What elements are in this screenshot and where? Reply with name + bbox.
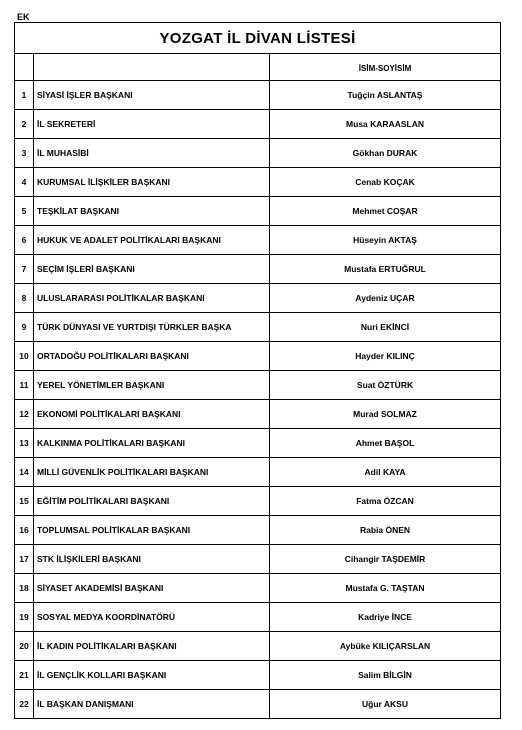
position-cell xyxy=(34,545,270,574)
person-name: Gökhan DURAK xyxy=(270,139,501,168)
row-number: 11 xyxy=(15,371,34,400)
row-number: 17 xyxy=(15,545,34,574)
header-row xyxy=(15,54,501,81)
divan-table xyxy=(14,22,501,719)
position-title: İL MUHASİBİ xyxy=(37,148,89,158)
person-name: Uğur AKSU xyxy=(270,690,501,719)
position-cell xyxy=(34,574,270,603)
row-number: 13 xyxy=(15,429,34,458)
position-cell xyxy=(34,400,270,429)
position-title: SOSYAL MEDYA KOORDİNATÖRÜ xyxy=(37,612,176,622)
table-row xyxy=(15,603,501,632)
position-title: SEÇİM İŞLERİ BAŞKANI xyxy=(37,264,135,274)
position-cell xyxy=(34,197,270,226)
table-row xyxy=(15,574,501,603)
table-row xyxy=(15,342,501,371)
row-number: 5 xyxy=(15,197,34,226)
table-row xyxy=(15,661,501,690)
row-number: 1 xyxy=(15,81,34,110)
row-number: 6 xyxy=(15,226,34,255)
position-cell xyxy=(34,342,270,371)
position-title: ORTADOĞU POLİTİKALARI BAŞKANI xyxy=(37,351,189,361)
position-title: TOPLUMSAL POLİTİKALAR BAŞKANI xyxy=(37,525,191,535)
row-number: 15 xyxy=(15,487,34,516)
position-title: İL SEKRETERİ xyxy=(37,119,96,129)
position-cell xyxy=(34,603,270,632)
row-number: 3 xyxy=(15,139,34,168)
person-name: Aybüke KILIÇARSLAN xyxy=(270,632,501,661)
table-row xyxy=(15,487,501,516)
person-name: Mehmet COŞAR xyxy=(270,197,501,226)
position-cell xyxy=(34,661,270,690)
position-cell xyxy=(34,255,270,284)
table-row xyxy=(15,371,501,400)
row-number: 20 xyxy=(15,632,34,661)
divan-sheet xyxy=(14,22,500,719)
position-title: İL GENÇLİK KOLLARI BAŞKANI xyxy=(37,670,167,680)
position-cell xyxy=(34,632,270,661)
position-cell xyxy=(34,313,270,342)
row-number: 16 xyxy=(15,516,34,545)
position-cell xyxy=(34,139,270,168)
table-row xyxy=(15,632,501,661)
position-cell xyxy=(34,487,270,516)
position-title: İL KADIN POLİTİKALARI BAŞKANI xyxy=(37,641,177,651)
row-number: 9 xyxy=(15,313,34,342)
person-name: Nuri EKİNCİ xyxy=(270,313,501,342)
person-name: Salim BİLGİN xyxy=(270,661,501,690)
position-cell xyxy=(34,458,270,487)
position-cell xyxy=(34,516,270,545)
row-number: 19 xyxy=(15,603,34,632)
title-row xyxy=(15,23,501,54)
position-cell xyxy=(34,690,270,719)
table-row xyxy=(15,139,501,168)
header-position-cell xyxy=(34,54,270,81)
person-name: Cihangir TAŞDEMİR xyxy=(270,545,501,574)
row-number: 4 xyxy=(15,168,34,197)
row-number: 2 xyxy=(15,110,34,139)
position-title: SİYASET AKADEMİSİ BAŞKANI xyxy=(37,583,164,593)
header-name-cell: İSİM-SOYİSİM xyxy=(270,54,501,81)
table-row xyxy=(15,110,501,139)
position-cell xyxy=(34,168,270,197)
person-name: Fatma ÖZCAN xyxy=(270,487,501,516)
position-title: İL BAŞKAN DANIŞMANI xyxy=(37,699,134,709)
table-row xyxy=(15,197,501,226)
person-name: Mustafa G. TAŞTAN xyxy=(270,574,501,603)
person-name: Ahmet BAŞOL xyxy=(270,429,501,458)
table-row xyxy=(15,255,501,284)
position-title: TEŞKİLAT BAŞKANI xyxy=(37,206,120,216)
position-title: ULUSLARARASI POLİTİKALAR BAŞKANI xyxy=(37,293,205,303)
row-number: 8 xyxy=(15,284,34,313)
row-number: 14 xyxy=(15,458,34,487)
position-title: KALKINMA POLİTİKALARI BAŞKANI xyxy=(37,438,185,448)
row-number: 10 xyxy=(15,342,34,371)
row-number: 18 xyxy=(15,574,34,603)
position-title: YEREL YÖNETİMLER BAŞKANI xyxy=(37,380,165,390)
person-name: Hüseyin AKTAŞ xyxy=(270,226,501,255)
position-title: STK İLİŞKİLERİ BAŞKANI xyxy=(37,554,141,564)
table-row xyxy=(15,313,501,342)
row-number: 21 xyxy=(15,661,34,690)
table-row xyxy=(15,545,501,574)
row-number: 7 xyxy=(15,255,34,284)
table-row xyxy=(15,284,501,313)
person-name: Mustafa ERTUĞRUL xyxy=(270,255,501,284)
table-row xyxy=(15,226,501,255)
page-title: YOZGAT İL DİVAN LİSTESİ xyxy=(15,23,501,54)
person-name: Musa KARAASLAN xyxy=(270,110,501,139)
person-name: Murad SOLMAZ xyxy=(270,400,501,429)
person-name: Adil KAYA xyxy=(270,458,501,487)
person-name: Hayder KILINÇ xyxy=(270,342,501,371)
table-row xyxy=(15,458,501,487)
position-cell xyxy=(34,429,270,458)
header-no-cell xyxy=(15,54,34,81)
person-name: Aydeniz UÇAR xyxy=(270,284,501,313)
person-name: Suat ÖZTÜRK xyxy=(270,371,501,400)
person-name: Rabia ÖNEN xyxy=(270,516,501,545)
position-cell xyxy=(34,81,270,110)
position-title: SİYASİ İŞLER BAŞKANI xyxy=(37,90,133,100)
position-cell xyxy=(34,110,270,139)
position-title: KURUMSAL İLİŞKİLER BAŞKANI xyxy=(37,177,171,187)
table-row xyxy=(15,168,501,197)
position-title: EKONOMİ POLİTİKALARI BAŞKANI xyxy=(37,409,181,419)
table-row xyxy=(15,429,501,458)
position-title: HUKUK VE ADALET POLİTİKALARI BAŞKANI xyxy=(37,235,221,245)
position-cell xyxy=(34,226,270,255)
row-number: 12 xyxy=(15,400,34,429)
position-cell xyxy=(34,371,270,400)
table-row xyxy=(15,400,501,429)
position-title: TÜRK DÜNYASI VE YURTDIŞI TÜRKLER BAŞKA xyxy=(37,322,232,332)
position-title: EĞİTİM POLİTİKALARI BAŞKANI xyxy=(37,496,170,506)
position-title: MİLLİ GÜVENLİK POLİTİKALARI BAŞKANI xyxy=(37,467,209,477)
table-row xyxy=(15,690,501,719)
ek-label: EK xyxy=(17,12,30,22)
table-row xyxy=(15,516,501,545)
person-name: Kadriye İNCE xyxy=(270,603,501,632)
table-row xyxy=(15,81,501,110)
person-name: Tuğçin ASLANTAŞ xyxy=(270,81,501,110)
person-name: Cenab KOÇAK xyxy=(270,168,501,197)
row-number: 22 xyxy=(15,690,34,719)
position-cell xyxy=(34,284,270,313)
